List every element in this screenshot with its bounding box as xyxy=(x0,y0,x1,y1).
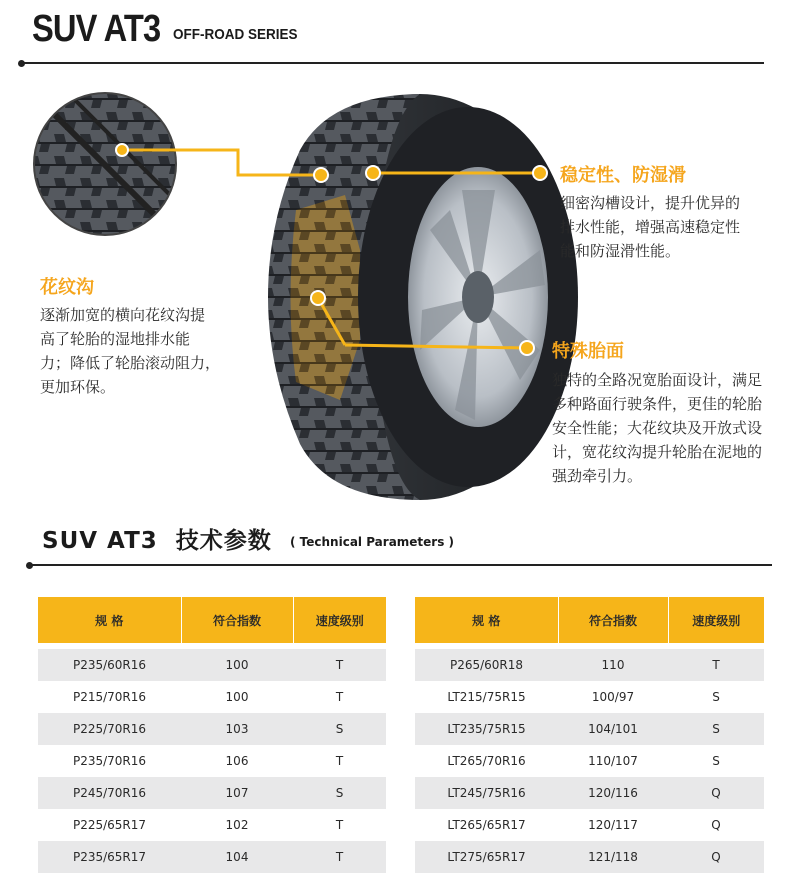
feature-stability-line: 细密沟槽设计，提升优异的 xyxy=(560,194,741,212)
table-row xyxy=(415,745,764,777)
header-speed-rating: 速度级别 xyxy=(293,597,386,643)
cell-speed-rating: Q xyxy=(668,809,764,841)
feature-groove-title: 花纹沟 xyxy=(40,277,94,298)
cell-speed-rating: S xyxy=(668,745,764,777)
cell-load-index: 120/116 xyxy=(558,777,668,809)
table-row xyxy=(38,681,386,713)
cell-size: P265/60R18 xyxy=(415,649,558,681)
callout-dot-groove xyxy=(116,144,128,156)
table-row xyxy=(415,713,764,745)
cell-speed-rating: Q xyxy=(668,841,764,873)
cell-load-index: 104 xyxy=(181,841,293,873)
table-row xyxy=(415,809,764,841)
header-rule xyxy=(22,62,764,64)
header-load-index: 符合指数 xyxy=(558,597,668,643)
header-size: 规 格 xyxy=(38,597,181,643)
spec-table-header-row xyxy=(415,597,764,643)
table-row xyxy=(415,649,764,681)
spec-table-left xyxy=(38,597,386,873)
feature-tread-line: 独特的全路况宽胎面设计，满足 xyxy=(552,371,763,389)
feature-stability-line: 排水性能，增强高速稳定性 xyxy=(560,218,741,236)
cell-size: LT265/70R16 xyxy=(415,745,558,777)
cell-speed-rating: S xyxy=(293,713,386,745)
cell-size: LT245/75R16 xyxy=(415,777,558,809)
cell-size: P235/60R16 xyxy=(38,649,181,681)
cell-load-index: 100 xyxy=(181,681,293,713)
callout-dot-tire-right xyxy=(366,166,380,180)
cell-load-index: 106 xyxy=(181,745,293,777)
cell-size: LT235/75R15 xyxy=(415,713,558,745)
callout-dot-tread xyxy=(311,291,325,305)
callout-dot-tread-end xyxy=(520,341,534,355)
feature-tread-line: 强劲牵引力。 xyxy=(552,467,643,485)
feature-tread-line: 安全性能；大花纹块及开放式设 xyxy=(552,419,763,437)
page-subtitle: OFF-ROAD SERIES xyxy=(173,26,298,43)
feature-tread-line: 多种路面行驶条件，更佳的轮胎 xyxy=(552,395,763,413)
cell-speed-rating: T xyxy=(293,745,386,777)
callout-dot-tire-left xyxy=(314,168,328,182)
cell-size: P235/70R16 xyxy=(38,745,181,777)
cell-speed-rating: T xyxy=(293,809,386,841)
cell-load-index: 100/97 xyxy=(558,681,668,713)
cell-load-index: 120/117 xyxy=(558,809,668,841)
feature-groove-line: 更加环保。 xyxy=(40,378,116,396)
cell-size: P215/70R16 xyxy=(38,681,181,713)
cell-load-index: 103 xyxy=(181,713,293,745)
cell-speed-rating: S xyxy=(668,681,764,713)
cell-size: LT215/75R15 xyxy=(415,681,558,713)
feature-stability-line: 能和防湿滑性能。 xyxy=(560,242,681,260)
cell-speed-rating: T xyxy=(293,649,386,681)
callout-dot-stability xyxy=(533,166,547,180)
section-subtitle: ( Technical Parameters ) xyxy=(290,535,455,549)
table-row xyxy=(38,713,386,745)
cell-load-index: 104/101 xyxy=(558,713,668,745)
table-row xyxy=(38,809,386,841)
cell-size: P225/65R17 xyxy=(38,809,181,841)
spec-table-right xyxy=(415,597,764,873)
cell-size: LT265/65R17 xyxy=(415,809,558,841)
cell-load-index: 107 xyxy=(181,777,293,809)
header-load-index: 符合指数 xyxy=(181,597,293,643)
page-title: SUV AT3 xyxy=(32,8,161,50)
feature-tread-body xyxy=(552,368,787,488)
cell-speed-rating: S xyxy=(668,713,764,745)
section-title: SUV AT3 技术参数 xyxy=(42,528,272,554)
section-rule xyxy=(30,564,772,566)
table-row xyxy=(38,841,386,873)
feature-tread-title: 特殊胎面 xyxy=(552,341,624,362)
feature-groove-line: 逐渐加宽的横向花纹沟提 xyxy=(40,306,206,324)
cell-speed-rating: S xyxy=(293,777,386,809)
feature-groove-body xyxy=(40,303,255,399)
table-row xyxy=(415,777,764,809)
spec-table-body xyxy=(38,643,386,873)
cell-speed-rating: T xyxy=(668,649,764,681)
feature-stability-title: 稳定性、防湿滑 xyxy=(560,165,686,186)
cell-load-index: 110/107 xyxy=(558,745,668,777)
table-row xyxy=(38,777,386,809)
feature-stability-body xyxy=(560,191,780,263)
cell-speed-rating: Q xyxy=(668,777,764,809)
table-row xyxy=(38,649,386,681)
header-size: 规 格 xyxy=(415,597,558,643)
table-row xyxy=(415,681,764,713)
feature-groove-line: 高了轮胎的湿地排水能 xyxy=(40,330,191,348)
cell-load-index: 102 xyxy=(181,809,293,841)
feature-tread-line: 计，宽花纹沟提升轮胎在泥地的 xyxy=(552,443,763,461)
cell-speed-rating: T xyxy=(293,681,386,713)
cell-load-index: 110 xyxy=(558,649,668,681)
header-speed-rating: 速度级别 xyxy=(668,597,764,643)
cell-load-index: 121/118 xyxy=(558,841,668,873)
feature-groove-line: 力；降低了轮胎滚动阻力， xyxy=(40,354,221,372)
cell-speed-rating: T xyxy=(293,841,386,873)
table-row xyxy=(38,745,386,777)
cell-load-index: 100 xyxy=(181,649,293,681)
cell-size: LT275/65R17 xyxy=(415,841,558,873)
table-row xyxy=(415,841,764,873)
cell-size: P245/70R16 xyxy=(38,777,181,809)
spec-table-header-row xyxy=(38,597,386,643)
cell-size: P225/70R16 xyxy=(38,713,181,745)
wheel-hub xyxy=(462,271,494,323)
spec-table-body xyxy=(415,643,764,873)
cell-size: P235/65R17 xyxy=(38,841,181,873)
